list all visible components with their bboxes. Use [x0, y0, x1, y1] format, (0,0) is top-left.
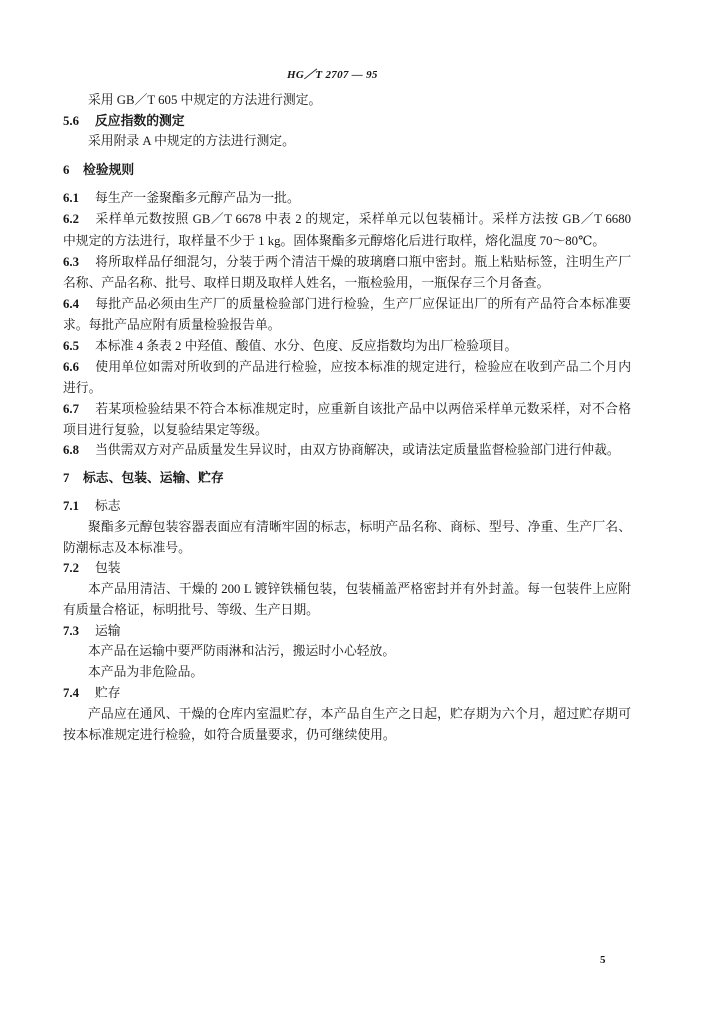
- clause-number: 6.6: [63, 360, 79, 374]
- section-title: 标志、包装、运输、贮存: [83, 471, 224, 485]
- clause-title: 标志: [95, 499, 121, 513]
- clause-number: 6.7: [63, 402, 79, 416]
- clause-7-1-heading: [63, 498, 121, 514]
- clause-text: 若某项检验结果不符合本标准规定时，应重新自该批产品中以两倍采样单元数采样，对不合格: [95, 402, 631, 416]
- clause-7-4-continuation: 按本标准规定进行检验，如符合质量要求，仍可继续使用。: [63, 728, 396, 742]
- page-number: 5: [600, 954, 606, 966]
- section-number: 6: [63, 163, 70, 177]
- clause-6-1: [63, 190, 300, 206]
- clause-text: 将所取样品仔细混匀，分装于两个清洁干燥的玻璃磨口瓶中密封。瓶上粘贴标签，注明生产厂: [95, 255, 631, 269]
- clause-number: 6.5: [63, 339, 79, 353]
- clause-5-5-continuation: 采用 GB／T 605 中规定的方法进行测定。: [88, 93, 322, 107]
- clause-5-6-body: 采用附录 A 中规定的方法进行测定。: [88, 134, 295, 148]
- clause-6-6-continuation: 进行。: [63, 381, 102, 395]
- clause-7-4-body: 产品应在通风、干燥的仓库内室温贮存，本产品自生产之日起，贮存期为六个月，超过贮存期可: [88, 707, 631, 721]
- clause-text: 采样单元数按照 GB／T 6678 中表 2 的规定，采样单元以包装桶计。采样方法按 GB／T 6680: [95, 212, 631, 226]
- clause-text: 使用单位如需对所收到的产品进行检验，应按本标准的规定进行，检验应在收到产品二个月内: [95, 360, 631, 374]
- section-6-heading: [63, 162, 134, 178]
- clause-number: 7.3: [63, 624, 79, 638]
- standard-code-header: HG／T 2707 — 95: [287, 69, 378, 81]
- clause-6-4-continuation: 求。每批产品应附有质量检验报告单。: [63, 318, 281, 332]
- section-number: 7: [63, 471, 70, 485]
- clause-7-1-continuation: 防潮标志及本标准号。: [63, 541, 191, 555]
- clause-number: 6.8: [63, 443, 79, 457]
- clause-7-3-body-2: 本产品为非危险品。: [88, 665, 204, 679]
- clause-7-2-body: 本产品用清洁、干燥的 200 L 镀锌铁桶包装，包装桶盖严格密封并有外封盖。每一包装件上应附: [88, 582, 631, 596]
- section-7-heading: [63, 470, 224, 486]
- clause-number: 7.1: [63, 499, 79, 513]
- clause-text: 每批产品必须由生产厂的质量检验部门进行检验，生产厂应保证出厂的所有产品符合本标准要: [95, 297, 631, 311]
- clause-6-6: [63, 359, 631, 375]
- clause-6-7: [63, 401, 631, 417]
- section-title: 检验规则: [83, 163, 135, 177]
- clause-number: 7.2: [63, 561, 79, 575]
- clause-title: 包装: [95, 561, 121, 575]
- clause-6-3-continuation: 名称、产品名称、批号、取样日期及取样人姓名，一瓶检验用，一瓶保存三个月备查。: [63, 276, 550, 290]
- clause-number: 6.3: [63, 255, 79, 269]
- clause-7-4-heading: [63, 685, 121, 701]
- clause-5-6-heading: [63, 113, 185, 129]
- clause-number: 7.4: [63, 686, 79, 700]
- clause-text: 本标准 4 条表 2 中羟值、酸值、水分、色度、反应指数均为出厂检验项目。: [95, 339, 518, 353]
- clause-7-3-body: 本产品在运输中要严防雨淋和沾污，搬运时小心轻放。: [88, 644, 396, 658]
- clause-7-3-heading: [63, 623, 121, 639]
- clause-7-2-heading: [63, 560, 121, 576]
- clause-title: 贮存: [95, 686, 121, 700]
- clause-number: 6.4: [63, 297, 79, 311]
- clause-number: 6.1: [63, 191, 79, 205]
- clause-6-8: [63, 442, 620, 458]
- clause-6-2: [63, 211, 631, 227]
- clause-6-4: [63, 296, 631, 312]
- clause-6-2-continuation: 中规定的方法进行，取样量不少于 1 kg。固体聚酯多元醇熔化后进行取样，熔化温度 70～80℃。: [63, 234, 606, 248]
- clause-number: 6.2: [63, 212, 79, 226]
- clause-text: 当供需双方对产品质量发生异议时，由双方协商解决，或请法定质量监督检验部门进行仲裁。: [95, 443, 620, 457]
- clause-6-5: [63, 338, 517, 354]
- clause-title: 运输: [95, 624, 121, 638]
- clause-6-7-continuation: 项目进行复验，以复验结果定等级。: [63, 423, 268, 437]
- clause-6-3: [63, 254, 631, 270]
- clause-text: 每生产一釜聚酯多元醇产品为一批。: [95, 191, 300, 205]
- clause-7-2-continuation: 有质量合格证，标明批号、等级、生产日期。: [63, 603, 319, 617]
- clause-number: 5.6: [63, 114, 79, 128]
- clause-7-1-body: 聚酯多元醇包装容器表面应有清晰牢固的标志，标明产品名称、商标、型号、净重、生产厂名、: [88, 520, 631, 534]
- clause-title: 反应指数的测定: [95, 114, 185, 128]
